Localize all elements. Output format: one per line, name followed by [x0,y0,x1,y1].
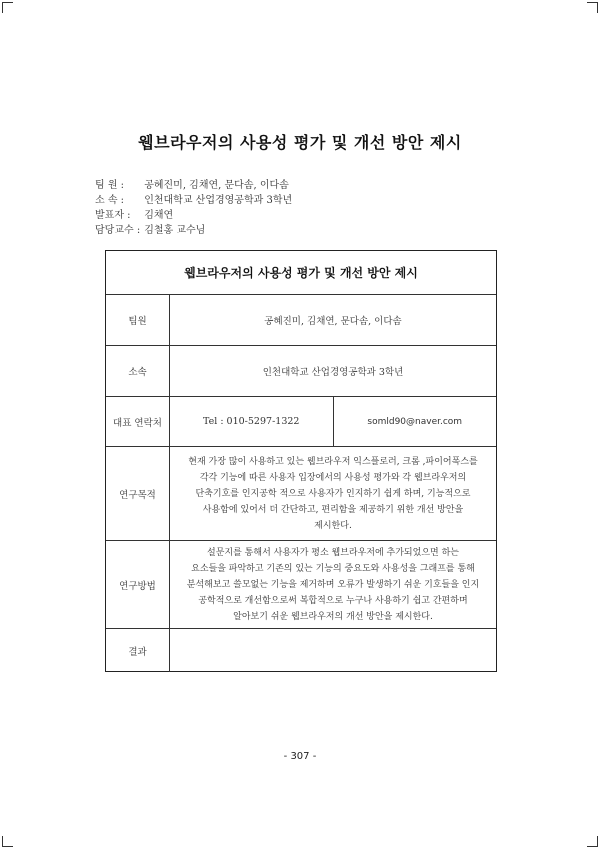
meta-team-value: 공혜진미, 김채연, 문다솜, 이다솜 [144,180,289,191]
purpose-line: 사용함에 있어서 더 간단하고, 편리함을 제공하기 위한 개선 방안을 [202,504,464,515]
author-info [95,178,292,238]
method-label: 연구방법 [106,541,170,628]
crop-mark-top-left [2,2,13,13]
contact-tel: Tel : 010-5297-1322 [170,397,334,446]
table-title: 웹브라우저의 사용성 평가 및 개선 방안 제시 [106,251,496,295]
contact-label: 대표 연락처 [106,397,170,446]
team-value: 공혜진미, 김채연, 문다솜, 이다솜 [264,316,402,327]
meta-affiliation [95,193,292,208]
meta-team-label: 팀 원 : [95,180,125,191]
meta-advisor-label: 담당교수 : [95,225,141,236]
purpose-line: 각각 기능에 따른 사용자 입장에서의 사용성 평가와 각 웹브라우저의 [199,472,467,483]
affiliation-value: 인천대학교 산업경영공학과 3학년 [262,367,404,378]
page-title: 웹브라우저의 사용성 평가 및 개선 방안 제시 [138,133,462,152]
team-label: 팀원 [106,295,170,345]
purpose-label: 연구목적 [106,447,170,540]
summary-table [105,250,497,672]
affiliation-label: 소속 [106,346,170,396]
meta-presenter [95,208,292,223]
contact-values [170,397,496,446]
crop-mark-bottom-right [587,836,598,847]
purpose-text [170,447,496,540]
method-line: 요소들을 파악하고 기존의 있는 기능의 중요도와 사용성을 그래프를 통해 [191,563,475,574]
meta-advisor-value: 김철홍 교수님 [144,225,206,236]
row-purpose [106,447,496,541]
method-line: 분석해보고 쓸모없는 기능을 제거하며 오류가 발생하기 쉬운 기호들을 인지 [186,579,480,590]
result-value [170,629,496,672]
meta-advisor [95,223,292,238]
meta-affiliation-value: 인천대학교 산업경영공학과 3학년 [144,195,293,206]
purpose-line: 현재 가장 많이 사용하고 있는 웹브라우저 익스플로러, 크롬 ,파이어폭스를 [188,456,478,467]
page-number: - 307 - [283,751,317,762]
method-line: 알아보기 쉬운 웹브라우저의 개선 방안을 제시한다. [233,611,433,622]
row-result [106,629,496,672]
purpose-line: 단축기호를 인지공학 적으로 사용자가 인지하기 쉽게 하며, 기능적으로 [195,488,471,499]
meta-presenter-value: 김채연 [144,210,174,221]
meta-team [95,178,292,193]
row-team [106,295,496,346]
method-line: 설문지를 통해서 사용자가 평소 웹브라우저에 추가되었으면 하는 [207,547,459,558]
purpose-line: 제시한다. [314,520,352,531]
row-affiliation [106,346,496,397]
contact-email: somld90@naver.com [367,416,463,427]
meta-presenter-label: 발표자 : [95,210,131,221]
crop-mark-bottom-left [2,836,13,847]
method-text [170,541,496,628]
row-method [106,541,496,629]
meta-affiliation-label: 소 속 : [95,195,125,206]
crop-mark-top-right [587,2,598,13]
method-line: 공학적으로 개선함으로써 복합적으로 누구나 사용하기 쉽고 간편하며 [198,595,468,606]
result-label: 결과 [106,629,170,672]
row-contact [106,397,496,447]
